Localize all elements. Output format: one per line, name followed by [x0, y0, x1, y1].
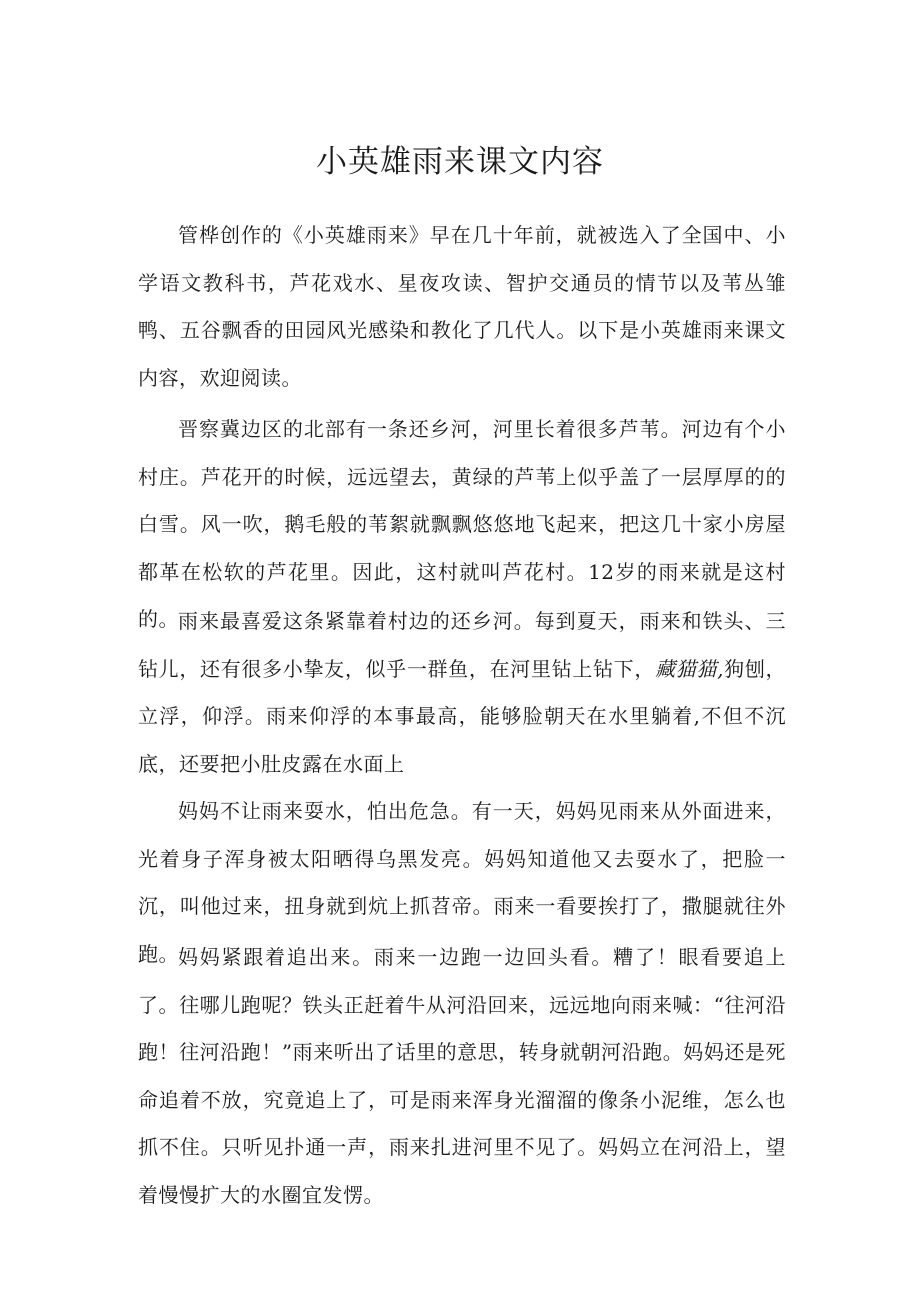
paragraph-2-text-start: 雨来最喜爱这条紧靠着村边的还乡河。每到夏天，雨来和铁头、三钻儿，还有很多小挚友，似乎一群鱼，在河里钻上钻下， [138, 609, 786, 681]
paragraph-2-text-end: 狗刨，立浮，仰浮。雨来仰浮的本事最高，能够脸朝天在水里躺着,不但不沉底，还要把小肚皮露在水面上 [138, 656, 787, 776]
intro-paragraph: 管桦创作的《小英雄雨来》早在几十年前，就被选入了全国中、小学语文教科书，芦花戏水、星夜攻读、智护交通员的情节以及苇丛雏鸭、五谷飘香的田园风光感染和教化了几代人。以下是小英雄雨来课文内容，欢迎阅读。 [138, 223, 786, 390]
document-title: 小英雄雨来课文内容 [316, 144, 604, 180]
story-paragraph-2 [138, 598, 786, 788]
paragraph-2-italic-text: 藏猫猫, [655, 656, 724, 681]
story-paragraph-3: 妈妈不让雨来耍水，怕出危急。有一天，妈妈见雨来从外面进来，光着身子浑身被太阳晒得乌黑发亮。妈妈知道他又去耍水了，把脸一沉，叫他过来，扭身就到炕上抓苕帝。雨来一看要挨打了，撒腿就往外跑。 [138, 799, 786, 966]
story-paragraph-1: 晋察冀边区的北部有一条还乡河，河里长着很多芦苇。河边有个小村庄。芦花开的时候，远远望去，黄绿的芦苇上似乎盖了一层厚厚的的白雪。风一吹，鹅毛般的苇絮就飘飘悠悠地飞起来，把这几十家小房屋都革在松软的芦花里。因此，这村就叫芦花村。12岁的雨来就是这村的。 [138, 417, 786, 631]
story-paragraph-4: 妈妈紧跟着追出来。雨来一边跑一边回头看。糟了！眼看要追上了。往哪儿跑呢？铁头正赶着牛从河沿回来，远远地向雨来喊：“往河沿跑！往河沿跑！”雨来听出了话里的意思，转身就朝河沿跑。妈妈还是死命追着不放，究竟追上了，可是雨来浑身光溜溜的像条小泥维，怎么也抓不住。只听见扑通一声，雨来扎进河里不见了。妈妈立在河沿上，望着慢慢扩大的水圈宜发愣。 [138, 945, 786, 1207]
